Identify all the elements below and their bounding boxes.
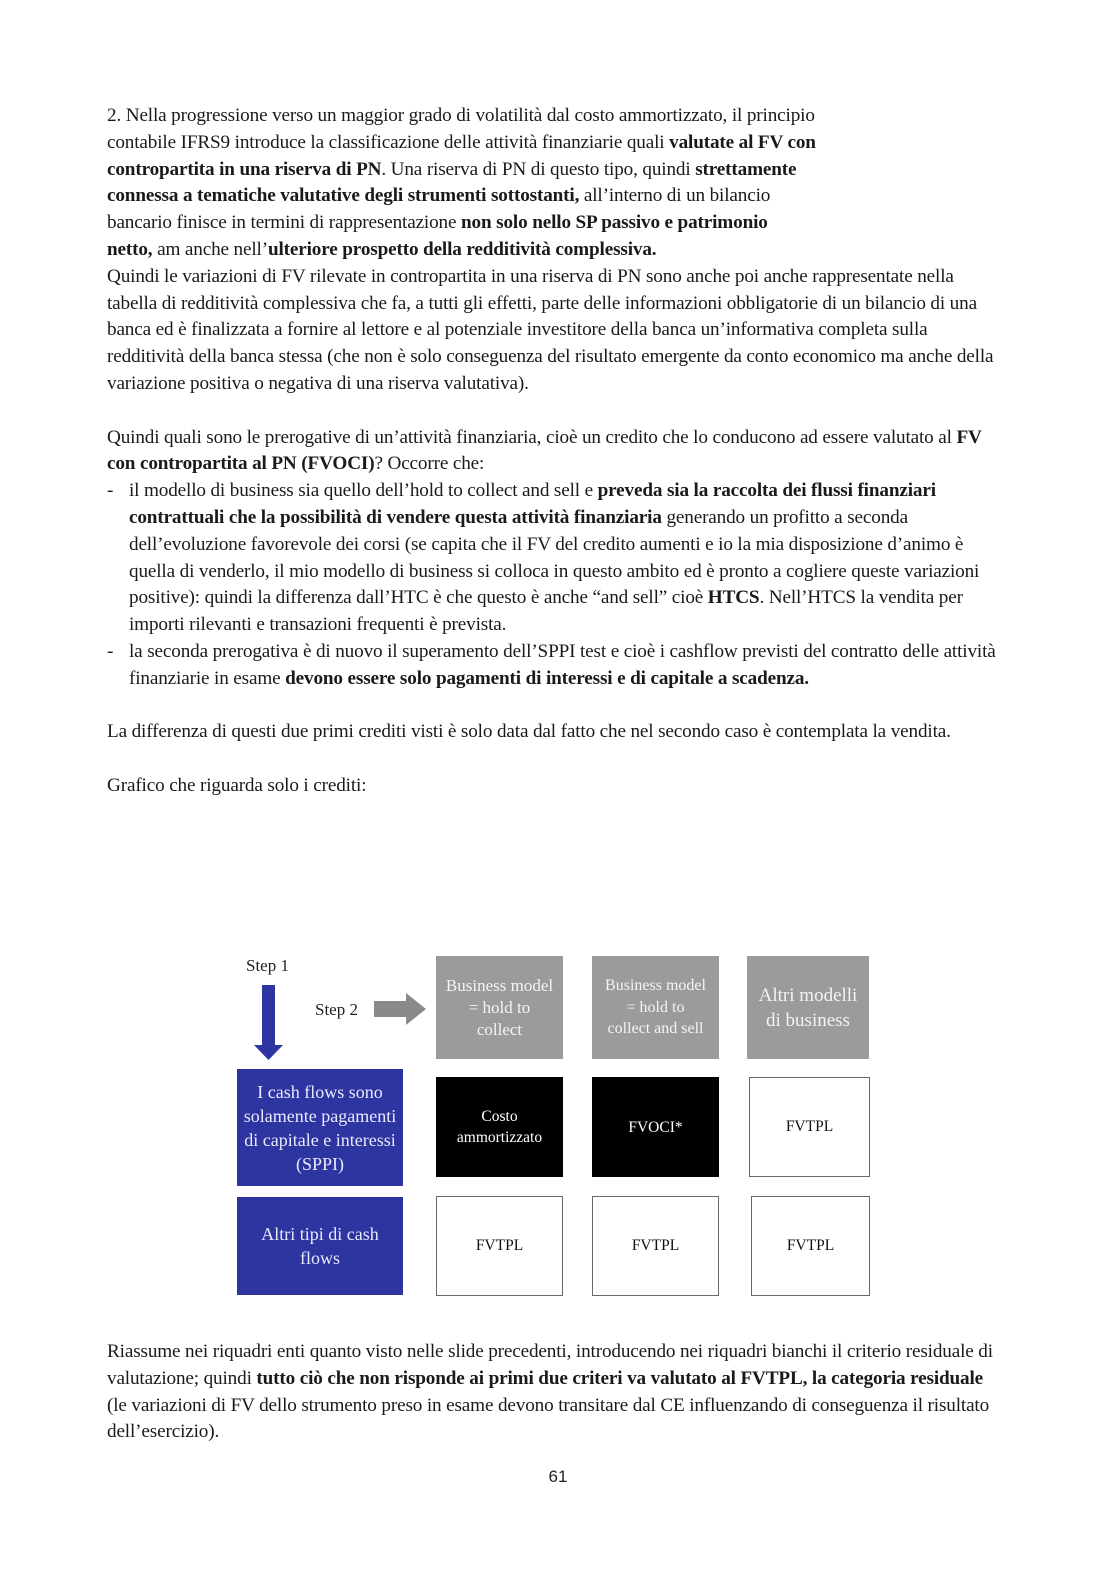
cell-text: FVTPL	[786, 1237, 835, 1254]
text: am anche nell’	[152, 238, 268, 260]
cell-fvtpl	[592, 1196, 719, 1296]
cell-text: FVTPL	[475, 1237, 524, 1254]
paragraph-differenza: La differenza di questi due primi crediti visti è solo data dal fatto che nel secondo caso è contemplata la vendita.	[107, 721, 951, 743]
bold-text: strettamente	[695, 158, 797, 180]
right-arrow-icon	[374, 993, 426, 1025]
text: generando un profitto a seconda dell’evoluzione favorevole dei corsi (se capita che il FV del credito aumenti e io la mia disposizione d’animo è quella di venderlo, il mio modello di business si colloca in questo ambito ed è pronto a cogliere queste variazioni positive): quindi la differenza dall’HTC è che questo è anche “and sell” cioè	[129, 506, 980, 609]
text: ? Occorre che:	[374, 453, 485, 475]
bold-text: non solo nello SP passivo e patrimonio	[461, 212, 768, 234]
bold-text: netto,	[107, 238, 153, 260]
paragraph-riassunto	[107, 1339, 1007, 1446]
down-arrow-icon	[254, 985, 283, 1060]
bold-text: connessa a tematiche valutative degli strumenti sottostanti,	[107, 185, 580, 207]
cell-text: Costo ammortizzato	[456, 1108, 543, 1146]
text: . Una riserva di PN di questo tipo, quindi	[381, 158, 696, 180]
step2-label: Step 2	[315, 1000, 358, 1019]
text: (le variazioni di FV dello strumento preso in esame devono transitare dal CE influenzando di conseguenza il risultato dell’esercizio).	[107, 1394, 990, 1443]
bold-text: tutto ciò che non risponde ai primi due criteri va valutato al FVTPL, la categoria residuale	[256, 1367, 984, 1389]
cell-text: Altri tipi di cash flows	[261, 1224, 379, 1268]
row-other-cash-flows	[237, 1197, 403, 1295]
paragraph-redditivita: Quindi le variazioni di FV rilevate in contropartita in una riserva di PN sono anche poi anche rappresentate nella tabella di redditività complessiva che fa, a tutti gli effetti, parte delle informazioni obbligatorie di un bilancio di una banca ed è finalizzata a fornire al lettore e al potenziale investitore della banca un’informativa completa sulla redditività della banca stessa (che non è solo conseguenza del risultato emergente da conto economico ma anche della variazione positiva o negativa di una riserva valutativa).	[107, 265, 994, 394]
text: 2. Nella progressione verso un maggior grado di volatilità dal costo ammortizzato, il principio	[107, 105, 815, 126]
cell-text: Business model = hold to collect	[445, 975, 554, 1039]
header-other-business-models	[747, 956, 869, 1059]
step1-label: Step 1	[246, 956, 289, 975]
cell-fvtpl	[751, 1196, 870, 1296]
bold-text: preveda sia la raccolta dei flussi finanziari contrattuali che la possibilità di vendere questa attività finanziaria	[129, 480, 936, 528]
text: bancario finisce in termini di rappresentazione	[107, 212, 462, 234]
bold-text: ulteriore prospetto della redditività complessiva.	[267, 238, 657, 260]
section-fvtpl-summary	[107, 1339, 1007, 1446]
bold-text: contropartita in una riserva di PN	[107, 158, 382, 180]
cell-costo-ammortizzato	[436, 1077, 563, 1177]
bold-text: valutate al FV con	[669, 131, 816, 153]
cell-text: I cash flows sono solamente pagamenti di capitale e interessi (SPPI)	[243, 1081, 397, 1174]
row-sppi	[237, 1069, 403, 1186]
header-hold-to-collect-and-sell	[592, 956, 719, 1059]
cell-text: FVTPL	[631, 1237, 680, 1254]
bold-text: FV con contropartita al PN (FVOCI)	[107, 426, 982, 475]
text: Riassume nei riquadri enti quanto visto nelle slide precedenti, introducendo nei riquadri bianchi il criterio residuale di valutazione; quindi	[107, 1341, 993, 1389]
cell-fvtpl	[436, 1196, 563, 1296]
text: Quindi quali sono le prerogative di un’attività finanziaria, cioè un credito che lo conducono ad essere valutato al	[107, 426, 957, 448]
cell-text: FVTPL	[785, 1118, 834, 1135]
text: all’interno di un bilancio	[579, 185, 771, 207]
cell-text: Altri modelli di business	[758, 984, 858, 1031]
page-number: 61	[548, 1467, 568, 1486]
cell-fvtpl	[749, 1077, 870, 1177]
bold-text: HTCS	[707, 587, 760, 609]
header-hold-to-collect	[436, 956, 563, 1059]
cell-fvoci	[592, 1077, 719, 1177]
text: il modello di business sia quello dell’hold to collect and sell e	[129, 480, 598, 502]
text: contabile IFRS9 introduce la classificazione delle attività finanziarie quali	[107, 131, 670, 153]
paragraph-grafico: Grafico che riguarda solo i crediti:	[107, 774, 367, 796]
text: . Nell’HTCS la vendita per importi rilevanti e transazioni frequenti è prevista.	[129, 587, 963, 636]
text: la seconda prerogativa è di nuovo il superamento dell’SPPI test e cioè i cashflow previsti del contratto delle attività finanziarie in esame	[129, 640, 996, 689]
cell-text: Business model = hold to collect and sell	[605, 977, 706, 1038]
bold-text: devono essere solo pagamenti di interessi e di capitale a scadenza.	[285, 667, 809, 689]
cell-text: FVOCI*	[628, 1118, 683, 1136]
